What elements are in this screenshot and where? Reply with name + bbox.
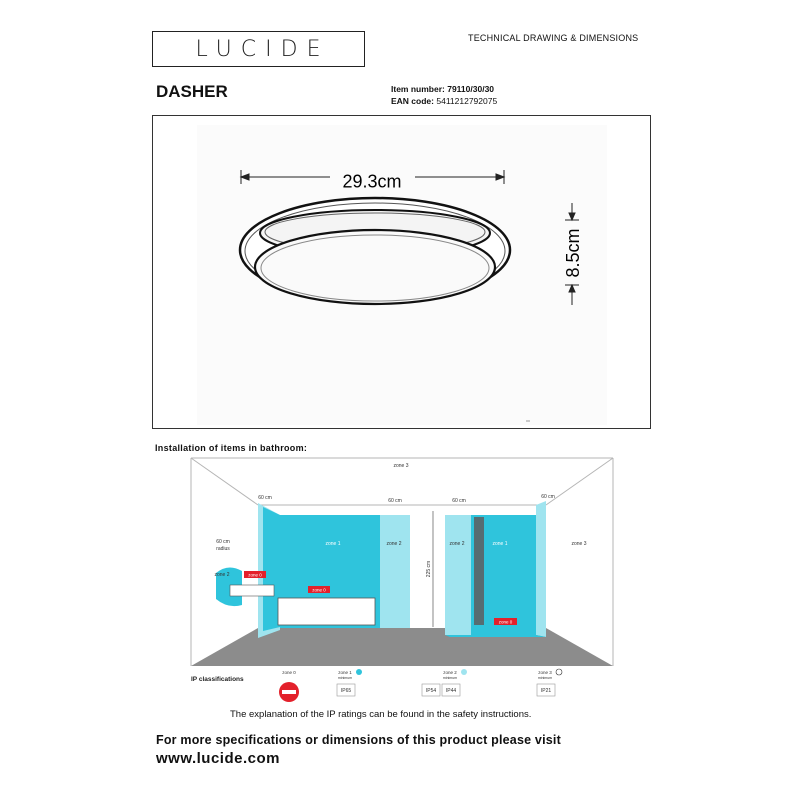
- bathroom-zones-diagram: [150, 455, 620, 705]
- zone-2-bath-label: zone 2: [386, 541, 402, 547]
- bathtub: [278, 598, 375, 625]
- shower-door: [474, 517, 484, 625]
- ip-zone-3-label: zone 3: [538, 670, 552, 675]
- bathroom-section-title: Installation of items in bathroom:: [155, 443, 308, 453]
- ip-zone-1-minimum: minimum: [337, 676, 353, 680]
- radius-line2: radius: [216, 546, 230, 552]
- zone-1-dot-icon: [356, 669, 362, 675]
- no-entry-icon: [279, 682, 299, 702]
- ean-value: 5411212792075: [436, 96, 498, 106]
- ean-label: EAN code:: [391, 96, 434, 106]
- height-225-label: 225 cm: [426, 560, 432, 578]
- zone-1-bath-label: zone 1: [325, 541, 341, 547]
- zone-2-dot-icon: [461, 669, 467, 675]
- item-number-label: Item number:: [391, 84, 445, 94]
- width-label: 29.3cm: [342, 170, 402, 192]
- zone-2-shower-label: zone 2: [449, 541, 465, 547]
- height-label: 8.5cm: [563, 228, 583, 278]
- sink: [230, 585, 274, 596]
- logo-text: LUCIDE: [195, 36, 330, 62]
- product-name: DASHER: [156, 82, 228, 101]
- ip54-label: IP54: [425, 688, 437, 694]
- ip-zone-1-label: zone 1: [338, 670, 352, 675]
- lucide-logo: [152, 31, 365, 67]
- zone-2-shower-area: [445, 515, 471, 635]
- technical-drawing: [152, 115, 651, 429]
- zone-2-right-wall: [536, 501, 546, 637]
- zone-3-dot-icon: [556, 669, 562, 675]
- zone-3-right-label: zone 3: [571, 541, 587, 547]
- ip-zone-0-label: zone 0: [282, 670, 296, 675]
- zone-0-shower-label: zone 0: [498, 619, 513, 625]
- floor: [191, 628, 613, 666]
- ip-zone-3-minimum: minimum: [537, 676, 553, 680]
- dim-60-right: 60 cm: [541, 494, 555, 500]
- ip-explanation-note: The explanation of the IP ratings can be found in the safety instructions.: [230, 709, 532, 720]
- radius-line1: 60 cm: [216, 539, 230, 545]
- zone-2-bath-area: [380, 515, 410, 628]
- item-info: [391, 83, 497, 107]
- item-number-value: 79110/30/30: [447, 84, 495, 94]
- ceiling-light-illustration: [240, 198, 510, 304]
- zone-1-shower-label: zone 1: [492, 541, 508, 547]
- ip-zone-2-label: zone 2: [443, 670, 457, 675]
- zone-3-top-label: zone 3: [393, 463, 409, 469]
- dim-60-mid2: 60 cm: [452, 498, 466, 504]
- document-type-label: TECHNICAL DRAWING & DIMENSIONS: [468, 33, 639, 43]
- ip65-label: IP65: [340, 688, 352, 694]
- dim-60-mid1: 60 cm: [388, 498, 402, 504]
- zone-0-bath-label: zone 0: [312, 587, 326, 593]
- zone-0-sink-label: zone 0: [248, 572, 262, 578]
- zone-2-sink-label: zone 2: [214, 572, 230, 578]
- footer-info-text: For more specifications or dimensions of this product please visit: [156, 733, 561, 747]
- dim-60-left: 60 cm: [258, 495, 272, 501]
- ip-classifications-title: IP classifications: [191, 676, 244, 683]
- shower-floor-zone: [445, 635, 546, 637]
- footer-website-link[interactable]: www.lucide.com: [156, 750, 280, 767]
- ip44-label: IP44: [445, 688, 457, 694]
- ip21-label: IP21: [540, 688, 552, 694]
- zone-1-left-wall: [263, 507, 280, 631]
- ip-zone-2-minimum: minimum: [442, 676, 458, 680]
